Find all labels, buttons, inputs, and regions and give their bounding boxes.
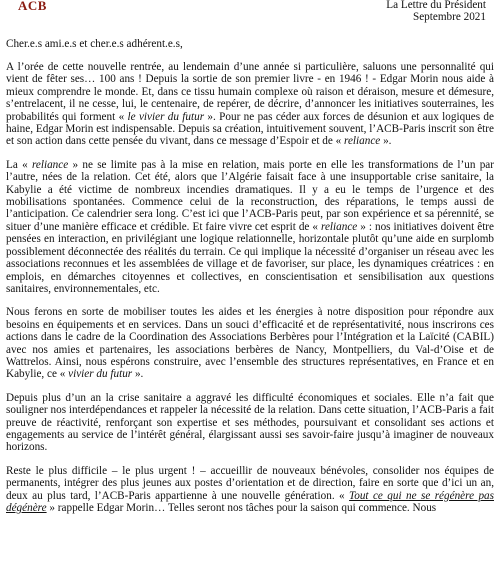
paragraph-3 [6,306,494,380]
paragraph-5 [6,465,494,515]
publication-date: Septembre 2021 [412,11,486,23]
p3-emphasis-vivier: vivier du futur [68,368,133,381]
p5-text-a: Reste le plus difficile – le plus urgent ! – accueillir de nouveaux bénévoles, consolider nos équipes de permanents, intégrer des plus jeunes aux postes d’orientation et de direction, faire en sorte que d’ici un an, deux au plus tard, l’ACB-Paris appartienne à une nouvelle génération. « [6,464,494,502]
paragraph-4: Depuis plus d’un an la crise sanitaire a aggravé les difficulté économiques et sociales. Elle n’a fait que souligner nos interdépendances et rappeler la nécessité de la relation. Dans cette situation, l’ACB-Paris a fait preuve de réactivité, renforçant son expertise et ses méthodes, poursuivant et consolidant ses actions et engagements au service de l’intérêt général, élargissant aussi ses savoir-faire jusqu’à imaginer de nouveaux horizons. [6,391,494,454]
p2-emphasis-reliance: reliance [31,158,69,171]
p3-text-c: ». [132,368,144,381]
p1-text-e: ». [380,135,392,148]
p2-text-e: » : nos initiatives doivent être pensées en interaction, en privilégiant une logique relationnelle, horizontale plutôt qu’une aide en surplomb possiblement déconnectée des réalités du terrain. Ce qui implique la nécessité d’organiser un réseau avec les associations reconnues et les assemblées de village et de favoriser, sur place, les dynamiques créatrices : en emplois, en démarches citoyennes et collectives, en conscientisation et sensibilisation aux questions sanitaires, environnementales, etc. [6,220,495,295]
p2-emphasis-reliance-2: reliance [321,220,358,233]
header-meta [386,0,486,23]
paragraph-2 [6,159,494,295]
p1-text-a: A l’orée de cette nouvelle rentrée, au lendemain d’une année si particulière, saluons une personnalité qui vient de fêter ses… 100 ans ! Depuis la sortie de son premier livre - en 1946 ! - Edgar Morin nous aide à mieux comprendre le monde. Et, dans ce tissu humain complexe où raison et déraison, mesure et démesure, s’entrelacent, il ne cesse, lui, le centenaire, de repérer, de décrire, d’annoncer les initiatives souterraines, les probabilités qui forment « [6,61,494,123]
p5-text-c: » rappelle Edgar Morin… Telles seront nos tâches pour la saison qui commence. Nous [46,502,437,514]
p1-text-c: ». Pour ne pas céder aux forces de désunion et aux logiques de haine, Edgar Morin est indispensable. Depuis sa création, intuitivement souvent, l’ACB-Paris inscrit son être et son action dans cette pensée du vivant, dans ce message d’Espoir et de « [6,110,494,148]
p2-text-c: » ne se limite pas à la mise en relation, mais porte en elle les transformations de l’un par l’autre, nées de la relation. Cet été, alors que l’Algérie faisait face à une insupportable crise sanitaire, la Kabylie a été victime de nombreux incendies dramatiques. Il y a eu le temps de l’urgence et des mobilisations spontanées. Commence celui de la reconstruction, des réparations, le temps aussi de l’anticipation. Ce calendrier sera long. C’est ici que l’ACB-Paris peut, par son expérience et sa pérennité, se situer d’une manière efficace et crédible. Et faire vivre cet esprit de « [6,158,494,233]
p5-emphasis-quote: Tout ce qui ne se régénère pas dégénère [6,489,494,514]
publication-title: La Lettre du Président [386,0,486,11]
letter-header [6,0,494,36]
paragraph-1 [6,61,494,148]
p1-emphasis-vivier: le vivier du futur [127,110,205,123]
p1-emphasis-reliance: reliance [344,135,381,148]
p2-text-a: La « [6,158,32,171]
greeting: Cher.e.s ami.e.s et cher.e.s adhérent.e.s, [6,38,183,50]
acb-logo: ACB [18,0,47,13]
p3-text-a: Nous ferons en sorte de mobiliser toutes les aides et les énergies à notre disposition pour répondre aux besoins en équipements et en services. Dans un souci d’efficacité et de représentativité, nous inscrirons ces actions dans le cadre de la Coordination des Associations Berbères pour l’Intégration et la Laïcité (CABIL) avec nos amies et partenaires, les associations berbères de Nancy, Montpelliers, du Val-d’Oise et de Wattrelos. Ainsi, nous espérons construire, avec l’ensemble des structures représentatives, en France et en Kabylie, ce « [6,306,494,381]
